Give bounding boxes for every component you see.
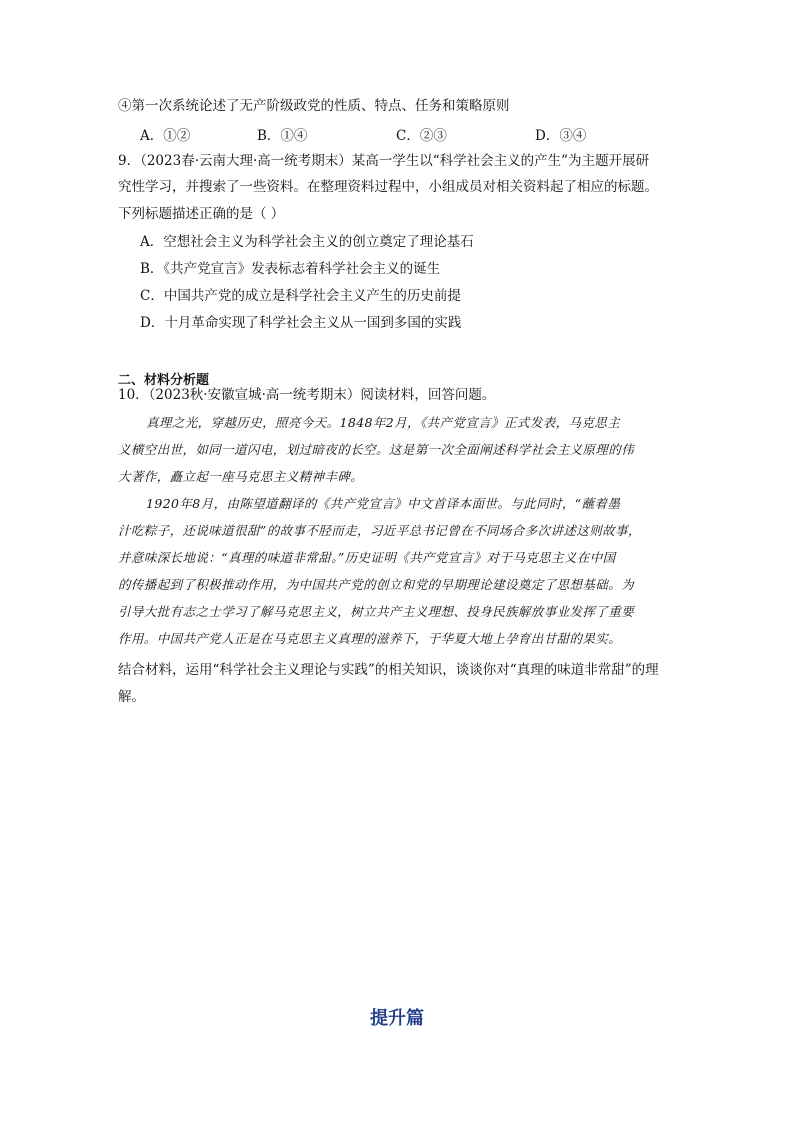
q9-stem-line-2: 究性学习，并搜索了一些资料。在整理资料过程中，小组成员对相关资料起了相应的标题。 [118,179,658,195]
q9-choice-d: D．十月革命实现了科学社会主义从一国到多国的实践 [140,315,462,331]
section-heading-advanced: 提升篇 [370,1008,424,1029]
q10-material-line-9: 作用。中国共产党人正是在马克思主义真理的滋养下，于华夏大地上孕育出甘甜的果实。 [118,631,622,646]
q9-choice-a: A．空想社会主义为科学社会主义的创立奠定了理论基石 [140,234,474,250]
q8-option-d: D．③④ [535,128,587,144]
q10-material-line-2: 义横空出世，如同一道闪电，划过暗夜的长空。这是第一次全面阐述科学社会主义原理的伟 [118,442,635,457]
q8-option-c: C．②③ [396,128,447,144]
q10-material-line-6: 并意味深长地说：“真理的味道非常甜。”历史证明《共产党宣言》对于马克思主义在中国 [118,550,616,565]
q8-option-b: B．①④ [257,128,308,144]
q8-option-a: A．①② [140,128,191,144]
q10-question-line-1: 结合材料，运用“科学社会主义理论与实践”的相关知识，谈谈你对“真理的味道非常甜”的理 [118,662,659,678]
section-title: 二、材料分析题 [118,373,210,388]
q9-choice-b: B．《共产党宣言》发表标志着科学社会主义的诞生 [140,261,441,277]
q9-stem-line-3: 下列标题描述正确的是（ ） [118,206,285,222]
q10-material-line-1: 真理之光，穿越历史，照亮今天。1848年2月，《共产党宣言》正式发表，马克思主 [146,415,621,430]
q10-material-line-4: 1920年8月，由陈望道翻译的《共产党宣言》中文首译本面世。与此同时，“蘸着墨 [146,496,621,511]
q10-question-line-2: 解。 [118,689,145,705]
q8-item-4: ④第一次系统论述了无产阶级政党的性质、特点、任务和策略原则 [118,98,510,114]
q10-header: 10．（2023秋·安徽宣城·高一统考期末）阅读材料，回答问题。 [118,387,496,403]
q9-choice-c: C．中国共产党的成立是科学社会主义产生的历史前提 [140,288,461,304]
q8-options [140,124,620,144]
q9-stem-line-1: 9．（2023春·云南大理·高一统考期末）某高一学生以“科学社会主义的产生”为主题开展研 [118,153,650,169]
q10-material-line-7: 的传播起到了积极推动作用，为中国共产党的创立和党的早期理论建设奠定了思想基础。为 [118,577,635,592]
q10-material-line-5: 汁吃粽子，还说味道很甜”的故事不胫而走，习近平总书记曾在不同场合多次讲述这则故事， [118,523,641,538]
q10-material-line-8: 引导大批有志之士学习了解马克思主义，树立共产主义理想、投身民族解放事业发挥了重要 [118,604,635,619]
q10-material-line-3: 大著作，矗立起一座马克思主义精神丰碑。 [118,469,364,484]
